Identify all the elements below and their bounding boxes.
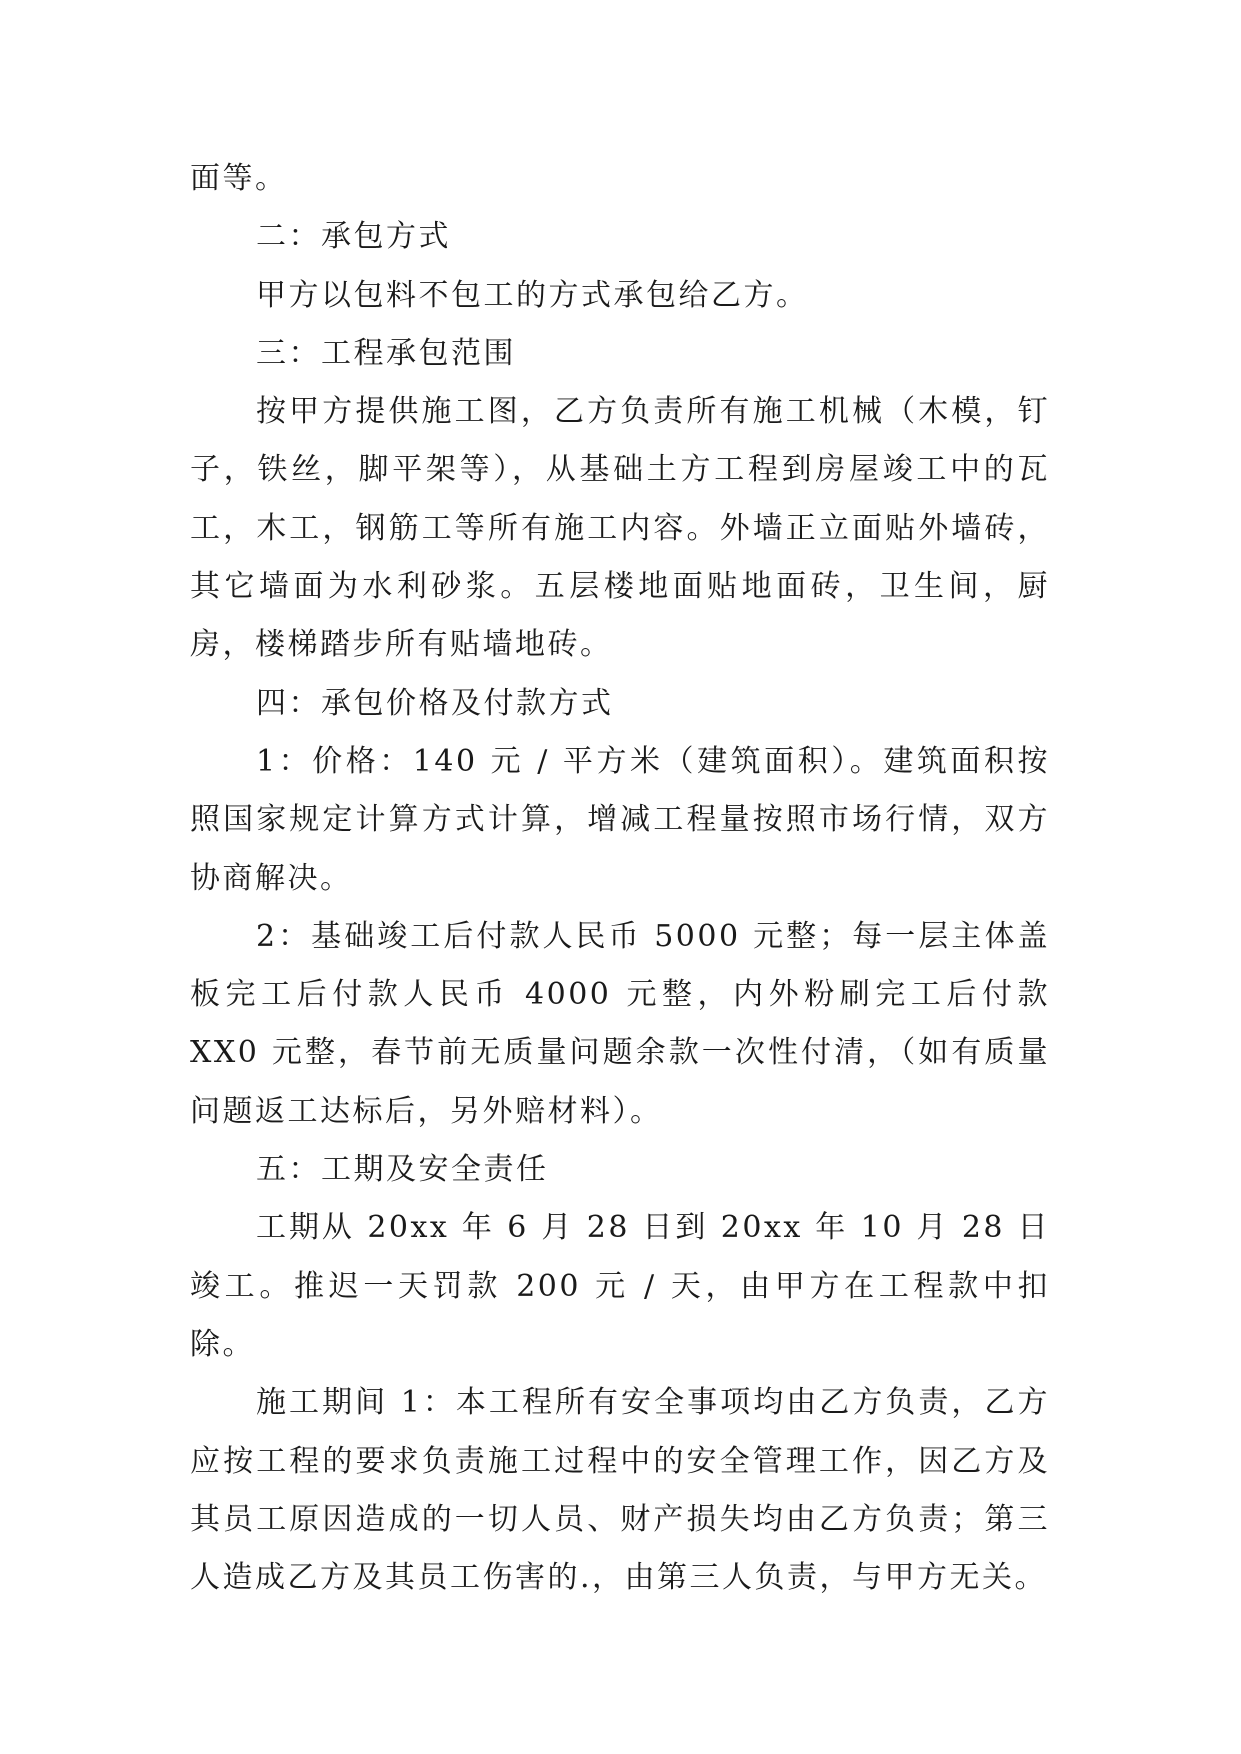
section-heading-contract-method: 二：承包方式 <box>256 219 451 255</box>
section-heading-scope: 三：工程承包范围 <box>256 335 516 371</box>
paragraph-schedule: 工期从 20xx 年 6 月 28 日到 20xx 年 10 月 28 日竣工。推迟一天罚款 200 元 / 天，由甲方在工程款中扣除。 <box>190 1210 1050 1362</box>
section-heading-schedule-safety: 五：工期及安全责任 <box>256 1152 549 1188</box>
paragraph-contract-method: 甲方以包料不包工的方式承包给乙方。 <box>256 277 809 313</box>
document-body <box>190 150 1050 1607</box>
paragraph-safety: 施工期间 1：本工程所有安全事项均由乙方负责，乙方应按工程的要求负责施工过程中的安全管理工作，因乙方及其员工原因造成的一切人员、财产损失均由乙方负责；第三人造成乙方及其员工伤害的.，由第三人负责，与甲方无关。 <box>190 1385 1050 1596</box>
paragraph-payment: 2：基础竣工后付款人民币 5000 元整；每一层主体盖板完工后付款人民币 4000 元整，内外粉刷完工后付款 XX0 元整，春节前无质量问题余款一次性付清，（如有质量问题返工达标后，另外赔材料）。 <box>190 918 1050 1129</box>
section-heading-price-payment: 四：承包价格及付款方式 <box>256 685 614 721</box>
paragraph-continuation: 面等。 <box>190 161 288 196</box>
paragraph-scope: 按甲方提供施工图，乙方负责所有施工机械（木模，钉子，铁丝，脚平架等），从基础土方工程到房屋竣工中的瓦工，木工，钢筋工等所有施工内容。外墙正立面贴外墙砖，其它墙面为水利砂浆。五层楼地面贴地面砖，卫生间，厨房，楼梯踏步所有贴墙地砖。 <box>190 394 1050 663</box>
paragraph-price: 1：价格：140 元 / 平方米（建筑面积）。建筑面积按照国家规定计算方式计算，增减工程量按照市场行情，双方协商解决。 <box>190 743 1050 896</box>
